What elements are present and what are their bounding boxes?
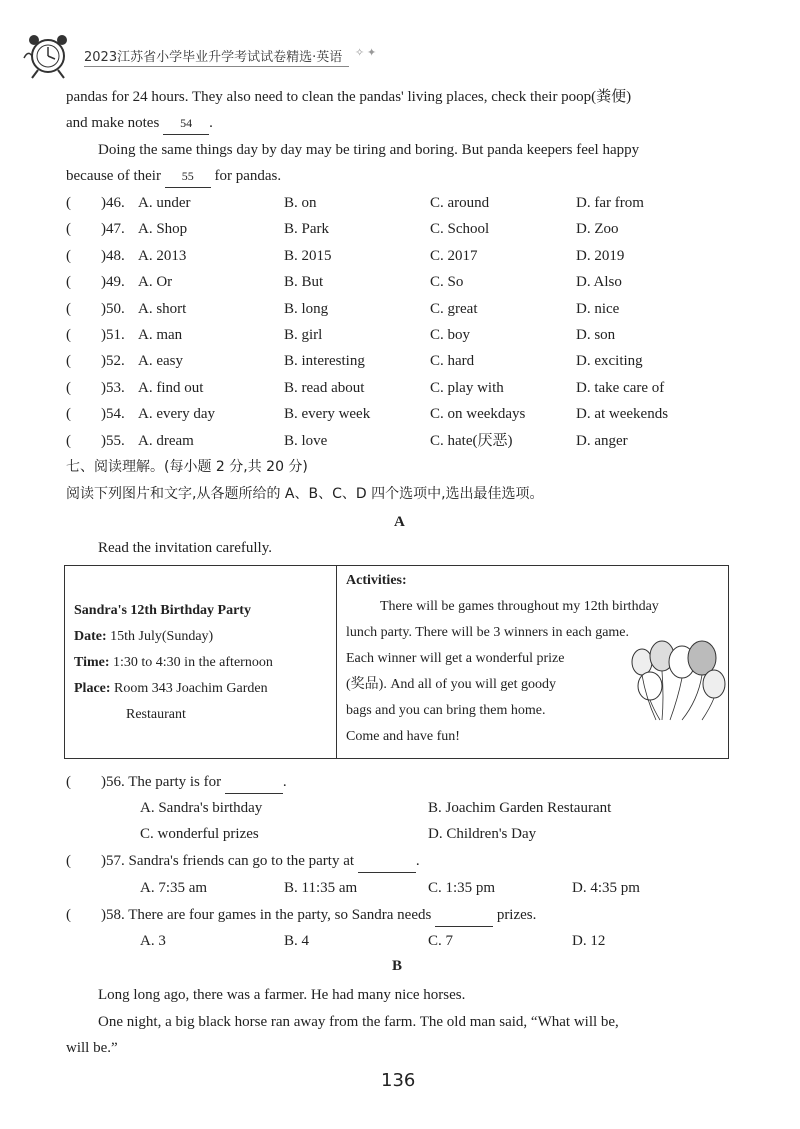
cloze-option-d: D. far from bbox=[576, 195, 644, 211]
cloze-question-number: ( )52. bbox=[66, 353, 125, 370]
cloze-option-c: C. around bbox=[430, 195, 490, 211]
header-deco-icon: ✧ ✦ bbox=[355, 47, 377, 59]
blank-55: 55 bbox=[165, 165, 211, 188]
header-logo bbox=[18, 28, 82, 85]
invitation-place bbox=[74, 678, 268, 700]
activities-line: lunch party. There will be 3 winners in each game. bbox=[346, 625, 630, 640]
cloze-option-a: A. every day bbox=[138, 406, 216, 423]
cloze-option-c: C. So bbox=[430, 274, 464, 291]
time-label: Time: bbox=[74, 655, 110, 670]
question-stem: The party is for bbox=[128, 774, 222, 790]
cloze-question-number: ( )53. bbox=[66, 379, 125, 396]
question-end: . bbox=[415, 853, 420, 869]
activities-line: bags and you can bring them home. bbox=[346, 703, 546, 718]
activities-line: (奖品). And all of you will get goody bbox=[346, 677, 556, 692]
cloze-option-b: B. on bbox=[284, 195, 317, 211]
section-instruction: 阅读下列图片和文字,从各题所给的 A、B、C、D 四个选项中,选出最佳选项。 bbox=[66, 486, 544, 502]
cloze-option-c: C. 2017 bbox=[430, 247, 478, 264]
date-value: 15th July(Sunday) bbox=[110, 629, 214, 644]
cloze-option-d: D. anger bbox=[576, 432, 628, 449]
passage-b-line: Long long ago, there was a farmer. He had many nice horses. bbox=[98, 987, 466, 1003]
cloze-option-d: D. 2019 bbox=[576, 247, 625, 264]
passage-line-blank55 bbox=[66, 165, 281, 188]
invitation-place-cont: Restaurant bbox=[126, 707, 186, 722]
cloze-question-number: ( )49. bbox=[66, 274, 125, 291]
q58-option-d: D. 12 bbox=[572, 933, 606, 949]
cloze-option-a: A. under bbox=[138, 195, 191, 211]
cloze-option-d: D. nice bbox=[576, 300, 620, 317]
cloze-question-number: ( )51. bbox=[66, 327, 125, 343]
cloze-option-d: D. Also bbox=[576, 274, 622, 291]
q57-option-d: D. 4:35 pm bbox=[572, 880, 640, 896]
cloze-option-a: A. Shop bbox=[138, 221, 188, 238]
place-value: Room 343 Joachim Garden bbox=[114, 681, 268, 696]
q56-option-b: B. Joachim Garden Restaurant bbox=[428, 800, 612, 816]
cloze-question-number: ( )50. bbox=[66, 300, 125, 317]
cloze-option-c: C. hate(厌恶) bbox=[430, 432, 513, 449]
q57-option-a: A. 7:35 am bbox=[140, 880, 208, 896]
passage-text: for pandas. bbox=[214, 168, 282, 184]
q56-option-a: A. Sandra's birthday bbox=[140, 800, 263, 816]
cloze-option-a: A. man bbox=[138, 327, 183, 343]
question-number: ( )56. bbox=[66, 774, 125, 790]
invitation-time bbox=[74, 652, 273, 674]
answer-blank bbox=[358, 850, 416, 873]
passage-line: pandas for 24 hours. They also need to clean the pandas' living places, check their poop(粪便) bbox=[66, 89, 632, 105]
cloze-option-b: B. interesting bbox=[284, 353, 365, 370]
invitation-title: Sandra's 12th Birthday Party bbox=[74, 603, 251, 618]
date-label: Date: bbox=[74, 629, 107, 644]
header-underline bbox=[84, 66, 349, 67]
cloze-option-d: D. take care of bbox=[576, 379, 665, 396]
cloze-option-c: C. School bbox=[430, 221, 490, 238]
invitation-intro: Read the invitation carefully. bbox=[98, 540, 272, 556]
question-number: ( )58. bbox=[66, 907, 125, 923]
cloze-option-b: B. 2015 bbox=[284, 247, 332, 264]
cloze-question-number: ( )48. bbox=[66, 247, 125, 264]
cloze-option-a: A. short bbox=[138, 300, 187, 317]
passage-text: and make notes bbox=[66, 115, 160, 131]
cloze-question-number: ( )46. bbox=[66, 195, 125, 211]
cloze-option-a: A. easy bbox=[138, 353, 183, 370]
question-stem: Sandra's friends can go to the party at bbox=[128, 853, 355, 869]
cloze-option-b: B. love bbox=[284, 432, 328, 449]
question-number: ( )57. bbox=[66, 853, 125, 869]
question-56 bbox=[66, 771, 287, 794]
blank-54: 54 bbox=[163, 112, 209, 135]
cloze-option-a: A. Or bbox=[138, 274, 173, 291]
cloze-option-b: B. every week bbox=[284, 406, 371, 423]
cloze-option-b: B. read about bbox=[284, 379, 365, 396]
cloze-question-number: ( )47. bbox=[66, 221, 125, 238]
activities-label: Activities: bbox=[346, 573, 407, 588]
page-number: 136 bbox=[381, 1070, 416, 1091]
time-value: 1:30 to 4:30 in the afternoon bbox=[113, 655, 273, 670]
cloze-option-d: D. Zoo bbox=[576, 221, 619, 238]
cloze-option-a: A. 2013 bbox=[138, 247, 187, 264]
cloze-option-b: B. Park bbox=[284, 221, 329, 238]
cloze-option-a: A. dream bbox=[138, 432, 194, 449]
invitation-date bbox=[74, 626, 213, 648]
cloze-option-b: B. girl bbox=[284, 327, 323, 343]
cloze-option-c: C. boy bbox=[430, 327, 471, 343]
question-end: prizes. bbox=[496, 907, 537, 923]
activities-line: There will be games throughout my 12th birthday bbox=[380, 599, 659, 614]
section-letter-b: B bbox=[392, 958, 403, 974]
place-label: Place: bbox=[74, 681, 111, 696]
activities-line: Each winner will get a wonderful prize bbox=[346, 651, 565, 666]
cloze-option-a: A. find out bbox=[138, 379, 204, 396]
q57-option-c: C. 1:35 pm bbox=[428, 880, 496, 896]
q56-option-d: D. Children's Day bbox=[428, 826, 537, 842]
section-letter-a: A bbox=[394, 514, 405, 530]
section-heading: 七、阅读理解。(每小题 2 分,共 20 分) bbox=[66, 459, 308, 475]
invitation-divider bbox=[336, 565, 337, 759]
passage-text: because of their bbox=[66, 168, 161, 184]
question-end: . bbox=[282, 774, 287, 790]
activities-line: Come and have fun! bbox=[346, 729, 460, 744]
q58-option-b: B. 4 bbox=[284, 933, 310, 949]
q58-option-a: A. 3 bbox=[140, 933, 166, 949]
passage-line-blank54 bbox=[66, 112, 213, 135]
cloze-question-number: ( )55. bbox=[66, 432, 125, 449]
header-title: 2023江苏省小学毕业升学考试试卷精选·英语 bbox=[84, 50, 343, 65]
question-58 bbox=[66, 904, 536, 927]
balloons-illustration bbox=[622, 638, 728, 729]
alarm-clock-logo-icon bbox=[18, 28, 82, 80]
passage-text: . bbox=[209, 115, 213, 131]
cloze-option-d: D. exciting bbox=[576, 353, 643, 370]
cloze-option-c: C. great bbox=[430, 300, 478, 317]
cloze-option-d: D. son bbox=[576, 327, 616, 343]
cloze-option-b: B. But bbox=[284, 274, 324, 291]
cloze-option-b: B. long bbox=[284, 300, 329, 317]
passage-b-line: One night, a big black horse ran away from the farm. The old man said, “What will be, bbox=[98, 1014, 619, 1030]
passage-line: Doing the same things day by day may be tiring and boring. But panda keepers feel happy bbox=[98, 142, 640, 158]
question-57 bbox=[66, 850, 420, 873]
cloze-option-c: C. on weekdays bbox=[430, 406, 526, 423]
q58-option-c: C. 7 bbox=[428, 933, 454, 949]
passage-b-line: will be.” bbox=[66, 1040, 118, 1056]
q56-option-c: C. wonderful prizes bbox=[140, 826, 259, 842]
cloze-option-c: C. hard bbox=[430, 353, 475, 370]
question-stem: There are four games in the party, so Sandra needs bbox=[128, 907, 432, 923]
cloze-option-d: D. at weekends bbox=[576, 406, 669, 423]
cloze-option-c: C. play with bbox=[430, 379, 504, 396]
answer-blank bbox=[225, 771, 283, 794]
cloze-question-number: ( )54. bbox=[66, 406, 125, 423]
balloons-icon bbox=[622, 638, 728, 724]
answer-blank bbox=[435, 904, 493, 927]
q57-option-b: B. 11:35 am bbox=[284, 880, 358, 896]
